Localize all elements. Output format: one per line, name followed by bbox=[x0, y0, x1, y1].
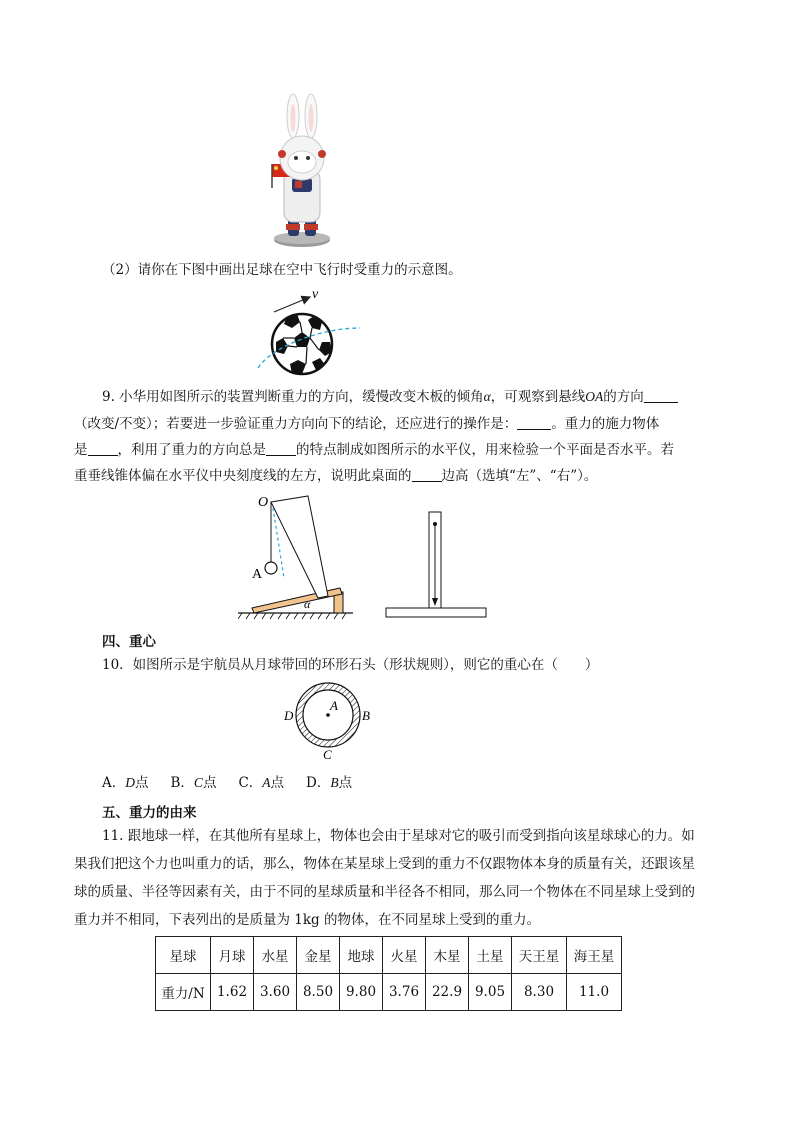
plumb-line-incline-figure bbox=[238, 490, 358, 620]
question-11-line-2: 果我们把这个力也叫重力的话，那么，物体在某星球上受到的重力不仅跟物体本身的质量有关，还跟该星 bbox=[74, 856, 695, 872]
ring-label-A: A bbox=[330, 698, 338, 713]
question-11-line-1: 11. 跟地球一样，在其他所有星球上，物体也会由于星球对它的吸引而受到指向该星球球心的力。如 bbox=[102, 828, 695, 844]
ring-label-C: C bbox=[323, 747, 332, 762]
answer-blank-1[interactable] bbox=[644, 390, 678, 403]
table-cell: 9.80 bbox=[340, 974, 383, 1011]
table-row bbox=[156, 974, 622, 1011]
label-O: O bbox=[258, 495, 269, 510]
answer-blank-2[interactable] bbox=[517, 417, 551, 430]
question-9-line-4: 重垂线锥体偏在水平仪中央刻度线的左方，说明此桌面的 边高（选填“左”、“右”）。 bbox=[74, 468, 598, 484]
section-4-title: 四、重心 bbox=[102, 634, 156, 650]
answer-blank-4[interactable] bbox=[266, 443, 296, 456]
option-a[interactable]: A．D点 bbox=[102, 775, 149, 791]
table-cell: 木星 bbox=[426, 937, 469, 974]
question-9-line-2: （改变/不变）；若要进一步验证重力方向向下的结论，还应进行的操作是： 。重力的施力物体 bbox=[74, 416, 660, 432]
table-cell: 11.0 bbox=[567, 974, 622, 1011]
ring-label-B: B bbox=[362, 708, 370, 723]
question-10-stem: 10．如图所示是宇航员从月球带回的环形石头（形状规则），则它的重心在（ ） bbox=[102, 657, 599, 673]
option-c[interactable]: C．A点 bbox=[238, 775, 285, 791]
table-cell: 星球 bbox=[156, 937, 211, 974]
question-9-line-3: 是 ，利用了重力的方向总是 的特点制成如图所示的水平仪，用来检验一个平面是否水平。若 bbox=[74, 442, 674, 458]
answer-blank-3[interactable] bbox=[88, 443, 118, 456]
table-cell: 地球 bbox=[340, 937, 383, 974]
table-cell: 海王星 bbox=[567, 937, 622, 974]
answer-blank-5[interactable] bbox=[412, 469, 442, 482]
question-10-options bbox=[102, 774, 352, 792]
section-5-title: 五、重力的由来 bbox=[102, 805, 197, 821]
table-cell: 天王星 bbox=[512, 937, 567, 974]
velocity-label: v bbox=[312, 287, 319, 302]
table-cell: 3.60 bbox=[254, 974, 297, 1011]
table-cell: 3.76 bbox=[383, 974, 426, 1011]
table-cell: 水星 bbox=[254, 937, 297, 974]
table-cell: 重力/N bbox=[156, 974, 211, 1011]
table-cell: 月球 bbox=[211, 937, 254, 974]
question-9-line-1: 9. 小华用如图所示的装置判断重力的方向，缓慢改变木板的倾角α，可观察到悬线OA的方向 bbox=[102, 388, 678, 406]
option-b[interactable]: B．C点 bbox=[170, 775, 217, 791]
question-11-line-3: 球的质量、半径等因素有关，由于不同的星球质量和半径各不相同，那么同一个物体在不同星球上受到的 bbox=[74, 884, 695, 900]
table-header-row bbox=[156, 937, 622, 974]
spirit-level-figure bbox=[382, 510, 490, 622]
label-A: A bbox=[252, 567, 263, 582]
question-8-part-2: （2）请你在下图中画出足球在空中飞行时受重力的示意图。 bbox=[102, 262, 462, 278]
table-cell: 火星 bbox=[383, 937, 426, 974]
table-cell: 土星 bbox=[469, 937, 512, 974]
gravity-table bbox=[155, 936, 622, 1011]
rabbit-astronaut-figure bbox=[262, 92, 342, 252]
table-cell: 9.05 bbox=[469, 974, 512, 1011]
ring-stone-figure bbox=[282, 680, 378, 764]
table-cell: 22.9 bbox=[426, 974, 469, 1011]
table-cell: 金星 bbox=[297, 937, 340, 974]
table-cell: 1.62 bbox=[211, 974, 254, 1011]
soccer-ball-figure bbox=[252, 286, 362, 376]
option-d[interactable]: D．B点 bbox=[306, 775, 353, 791]
table-cell: 8.50 bbox=[297, 974, 340, 1011]
question-11-line-4: 重力并不相同，下表列出的是质量为 1kg 的物体，在不同星球上受到的重力。 bbox=[74, 912, 540, 928]
label-alpha: α bbox=[304, 597, 311, 611]
table-cell: 8.30 bbox=[512, 974, 567, 1011]
ring-label-D: D bbox=[284, 708, 294, 723]
